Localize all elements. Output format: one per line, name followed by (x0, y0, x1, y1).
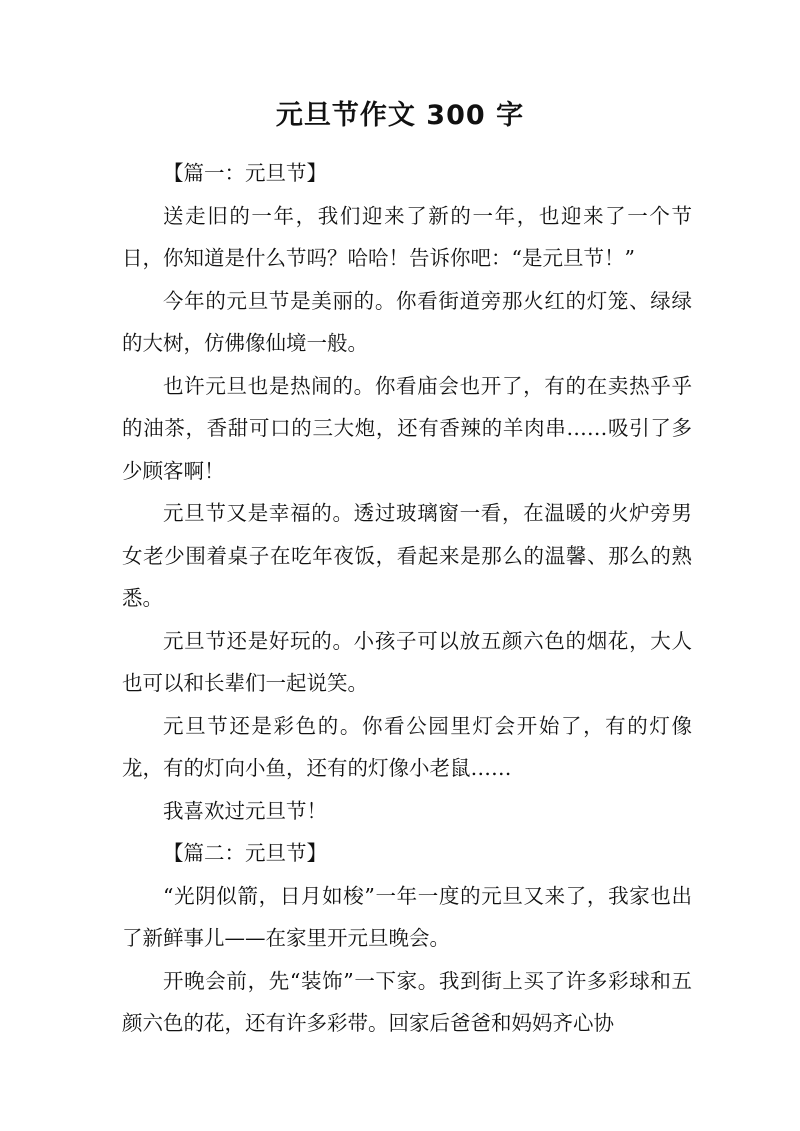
paragraph: 元旦节还是好玩的。小孩子可以放五颜六色的烟花，大人也可以和长辈们一起说笑。 (122, 628, 692, 695)
paragraph: 开晚会前，先“装饰”一下家。我到街上买了许多彩球和五颜六色的花，还有许多彩带。回家后爸爸和妈妈齐心协 (122, 968, 692, 1035)
paragraph: 我喜欢过元旦节！ (163, 798, 327, 823)
section-heading-1: 【篇一：元旦节】 (163, 161, 327, 185)
paragraph: “光阴似箭，日月如梭”一年一度的元旦又来了，我家也出了新鲜事儿——在家里开元旦晚会。 (122, 883, 692, 950)
paragraph: 元旦节又是幸福的。透过玻璃窗一看，在温暖的火炉旁男女老少围着桌子在吃年夜饭，看起来是那么的温馨、那么的熟悉。 (122, 501, 692, 610)
document-title: 元旦节作文 300 字 (275, 100, 525, 131)
paragraph: 今年的元旦节是美丽的。你看街道旁那火红的灯笼、绿绿的大树，仿佛像仙境一般。 (122, 288, 692, 355)
document-body (122, 152, 692, 1045)
paragraph: 送走旧的一年，我们迎来了新的一年，也迎来了一个节日，你知道是什么节吗？哈哈！告诉你吧：“是元旦节！” (122, 203, 692, 270)
section-heading-2: 【篇二：元旦节】 (163, 841, 327, 865)
paragraph: 元旦节还是彩色的。你看公园里灯会开始了，有的灯像龙，有的灯向小鱼，还有的灯像小老鼠…… (122, 713, 692, 780)
paragraph: 也许元旦也是热闹的。你看庙会也开了，有的在卖热乎乎的油茶，香甜可口的三大炮，还有香辣的羊肉串……吸引了多少顾客啊！ (122, 373, 692, 483)
